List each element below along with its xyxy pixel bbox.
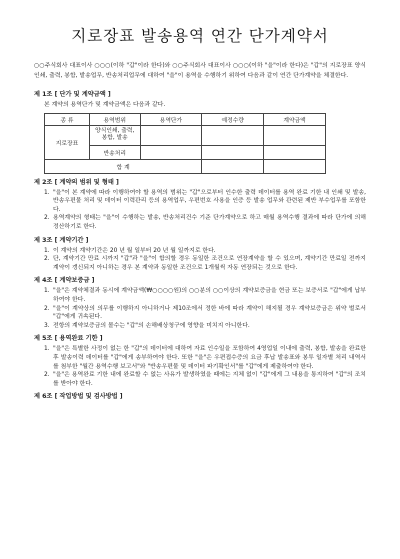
article-3	[34, 236, 366, 273]
table-cell-scope: 반송처리	[89, 145, 140, 159]
article-4-heading: 제 4조 [ 계약보증금 ]	[34, 277, 95, 285]
table-cell-scope: 양식인쇄, 출력, 봉합, 발송	[89, 125, 140, 145]
table-cell-category: 지로장표	[45, 125, 90, 159]
table-header: 계약금액	[264, 113, 326, 125]
table-row	[45, 125, 326, 145]
list-item: 2. 용역계약의 형태는 "을"이 수행하는 발송, 반송처리건수 기준 단가계약으로 하고 매월 용역수행 결과에 따라 단가에 의해 정산하기로 한다.	[44, 215, 366, 230]
list-item: 2. 단, 계약기간 만료 시까지 "갑"과 "을"이 합의할 경우 동일한 조건으로 연장계약을 할 수 있으며, 계약기간 만료일 전까지 계약이 갱신되지 아니하는 경우 본 계약과 동일한 조건으로 1개월씩 자동 연장되는 것으로 한다.	[44, 256, 366, 271]
article-2-heading: 제 2조 [ 계약의 범위 및 형태 ]	[34, 178, 119, 186]
price-table	[44, 113, 326, 174]
table-cell-empty	[202, 159, 264, 173]
list-item: 3. 전항의 계약보증금의 몰수는 "갑"의 손해배상청구에 영향을 미치지 아니한다.	[44, 322, 250, 329]
list-item: 1. 이 계약의 계약기간은 20 년 월 일부터 20 년 월 일까지로 한다.	[44, 247, 216, 254]
table-cell-empty	[140, 125, 202, 145]
article-5-heading: 제 5조 [ 용역완료 기한 ]	[34, 335, 103, 343]
article-4	[34, 276, 366, 330]
table-cell-empty	[264, 145, 326, 159]
article-1-lead: 본 계약의 용역단가 및 계약금액은 다음과 같다.	[44, 102, 166, 108]
article-5	[34, 334, 366, 388]
table-header-row	[45, 113, 326, 125]
intro-paragraph: ○○주식회사 대표이사 ○○○(이하 "갑"이라 한다)와 ○○주식회사 대표이사 ○○○(이하 "을"이라 한다)은 "갑"의 지로장표 양식인쇄, 출력, 봉합, 발송업무, 반송처리업무에 대하여 "을"이 용역을 수행하기 위하여 다음과 같이 연간 단가계약을 체결한다.	[34, 63, 366, 79]
table-cell-empty	[140, 145, 202, 159]
list-item: 1. "을"은 특별한 사정이 없는 한 "갑"의 데이터에 대하여 자료 인수일을 포함하여 4영업일 이내에 출력, 봉합, 발송을 완료한 후 발송이력 데이터를 "갑"에게 송부하여야 한다. 또한 "을"은 우편접수증의 요금 후납 발송표와 봉투 일자별 처리 내역서를 첨부한 "월간 용역수행 보고서"와 "반송우편물 및 데이터 파기확인서"를 "갑"에게 제출하여야 한다.	[44, 346, 366, 370]
article-2	[34, 178, 366, 232]
list-item: 2. "을"은 용역완료 기한 내에 완료할 수 없는 사유가 발생하였을 때에는 지체 없이 "갑"에게 그 내용을 통지하여 "갑"의 조치를 받아야 한다.	[44, 372, 366, 387]
article-1-heading: 제 1조 [ 단가 및 계약금액 ]	[34, 91, 111, 98]
article-6-heading: 제 6조 [ 작업방법 및 검사방법 ]	[34, 393, 123, 401]
table-header: 용역범위	[89, 113, 140, 125]
article-3-heading: 제 3조 [ 계약기간 ]	[34, 236, 89, 244]
table-cell-empty	[264, 159, 326, 173]
article-1	[34, 90, 366, 174]
table-header: 종 류	[45, 113, 90, 125]
table-cell-empty	[264, 125, 326, 145]
table-total-label: 합 계	[45, 159, 202, 173]
table-header: 용역단가	[140, 113, 202, 125]
table-header: 예정수량	[202, 113, 264, 125]
article-6	[34, 392, 366, 401]
table-cell-empty	[202, 125, 264, 145]
list-item: 1. "을"은 계약체결과 동시에 계약금액(₩○○○○원)의 ○○분의 ○○이상의 계약보증금을 현금 또는 보증서로 "갑"에게 납부하여야 한다.	[44, 288, 366, 303]
table-cell-empty	[202, 145, 264, 159]
table-total-row	[45, 159, 326, 173]
list-item: 1. "을"이 본 계약에 따라 이행하여야 할 용역의 범위는 "갑"으로부터 인수한 출력 데이터를 용역 완료 기한 내 인쇄 및 발송, 반송우편물 처리 및 데이터 이력관리 등의 용역업무, 우편번호 사용을 인증 등 발송 업무와 관련된 제반 부수업무를 포함한다.	[44, 189, 366, 213]
document-title: 지로장표 발송용역 연간 단가계약서	[71, 27, 329, 45]
list-item: 2. "을"이 계약상의 의무를 이행하지 아니하거나 제10조에서 정한 바에 따라 계약이 해지될 경우 계약보증금은 위약 벌로서 "갑"에게 귀속된다.	[44, 305, 366, 321]
